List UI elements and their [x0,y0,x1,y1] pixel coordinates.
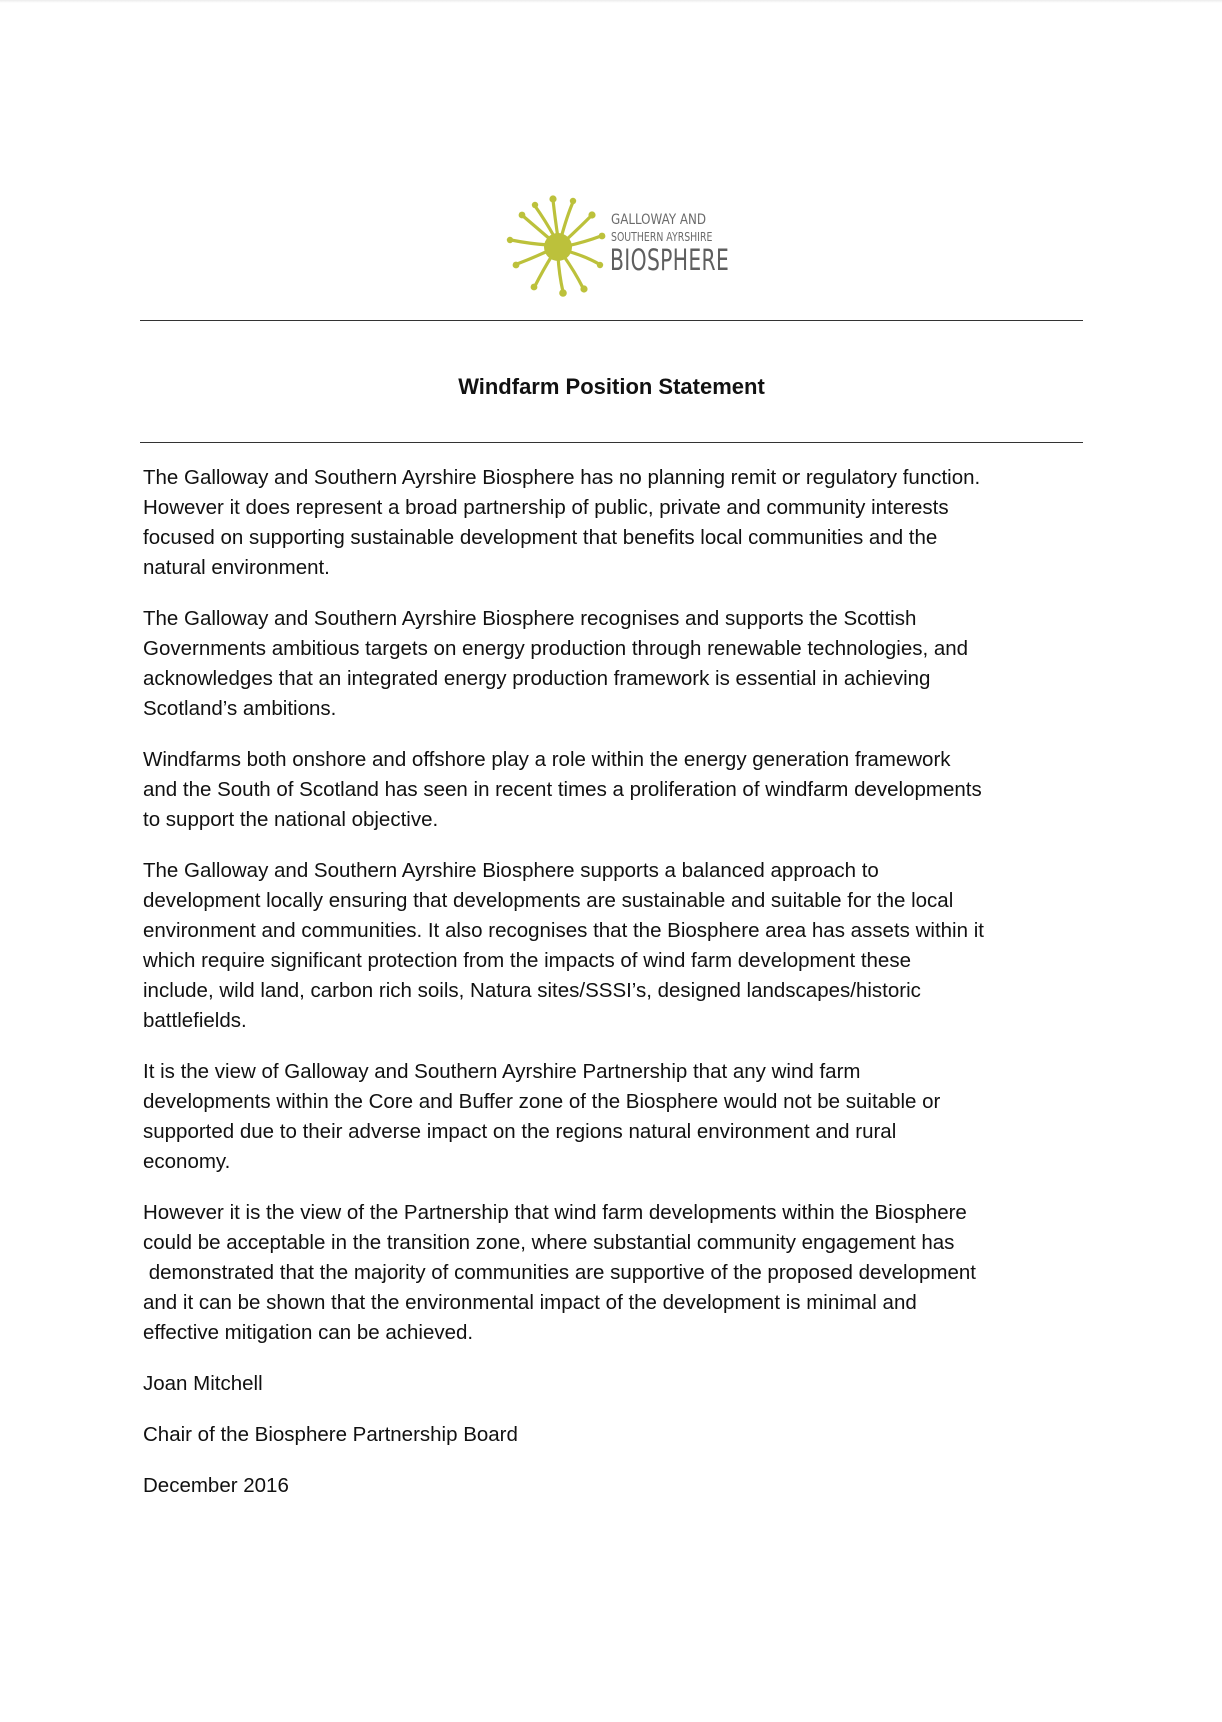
paragraph-line: demonstrated that the majority of communities are supportive of the proposed development [143,1261,976,1284]
paragraph-line: However it does represent a broad partnership of public, private and community interests [143,496,949,519]
document-date: December 2016 [143,1474,289,1497]
signatory-role: Chair of the Biosphere Partnership Board [143,1423,518,1446]
paragraph-line: include, wild land, carbon rich soils, Natura sites/SSSI’s, designed landscapes/historic [143,979,921,1002]
paragraph-line: which require significant protection from the impacts of wind farm development these [143,949,911,972]
paragraph-line: natural environment. [143,556,330,579]
paragraph-line: Windfarms both onshore and offshore play a role within the energy generation framework [143,748,951,771]
paragraph-3 [143,745,1088,835]
sunburst-icon [505,192,611,298]
paragraph-line: supported due to their adverse impact on the regions natural environment and rural [143,1120,897,1143]
document-title: Windfarm Position Statement [458,374,765,399]
paragraph-line: and the South of Scotland has seen in recent times a proliferation of windfarm developments [143,778,982,801]
paragraph-line: battlefields. [143,1009,247,1032]
biosphere-logo [505,192,730,302]
paragraph-line: development locally ensuring that developments are sustainable and suitable for the local [143,889,954,912]
paragraph-line: could be acceptable in the transition zone, where substantial community engagement has [143,1231,955,1254]
paragraph-2 [143,604,1088,724]
paragraph-line: The Galloway and Southern Ayrshire Biosphere supports a balanced approach to [143,859,879,882]
paragraph-line: The Galloway and Southern Ayrshire Biosphere has no planning remit or regulatory function. [143,466,981,489]
logo-text-line-1: GALLOWAY AND [611,212,707,228]
title-bottom-divider [140,442,1083,443]
paragraph-line: acknowledges that an integrated energy production framework is essential in achieving [143,667,931,690]
paragraph-line: effective mitigation can be achieved. [143,1321,474,1344]
paragraph-line: The Galloway and Southern Ayrshire Biosphere recognises and supports the Scottish [143,607,917,630]
title-top-divider [140,320,1083,321]
logo-text-line-3: BIOSPHERE [610,243,730,277]
paragraph-1 [143,463,1088,583]
document-body [143,463,1088,1522]
paragraph-line: Governments ambitious targets on energy production through renewable technologies, and [143,637,969,660]
paragraph-line: It is the view of Galloway and Southern Ayrshire Partnership that any wind farm [143,1060,861,1083]
paragraph-line: Scotland’s ambitions. [143,697,337,720]
paragraph-4 [143,856,1088,1036]
paragraph-6 [143,1198,1088,1348]
paragraph-line: and it can be shown that the environmental impact of the development is minimal and [143,1291,917,1314]
page-top-edge [0,0,1222,3]
signatory-name: Joan Mitchell [143,1372,263,1395]
paragraph-line: developments within the Core and Buffer zone of the Biosphere would not be suitable or [143,1090,941,1113]
paragraph-line: environment and communities. It also recognises that the Biosphere area has assets within it [143,919,984,942]
paragraph-line: to support the national objective. [143,808,439,831]
paragraph-line: economy. [143,1150,231,1173]
paragraph-5 [143,1057,1088,1177]
logo-text-line-2: SOUTHERN AYRSHIRE [611,230,713,244]
paragraph-line: focused on supporting sustainable development that benefits local communities and the [143,526,938,549]
paragraph-line: However it is the view of the Partnership that wind farm developments within the Biosphere [143,1201,967,1224]
